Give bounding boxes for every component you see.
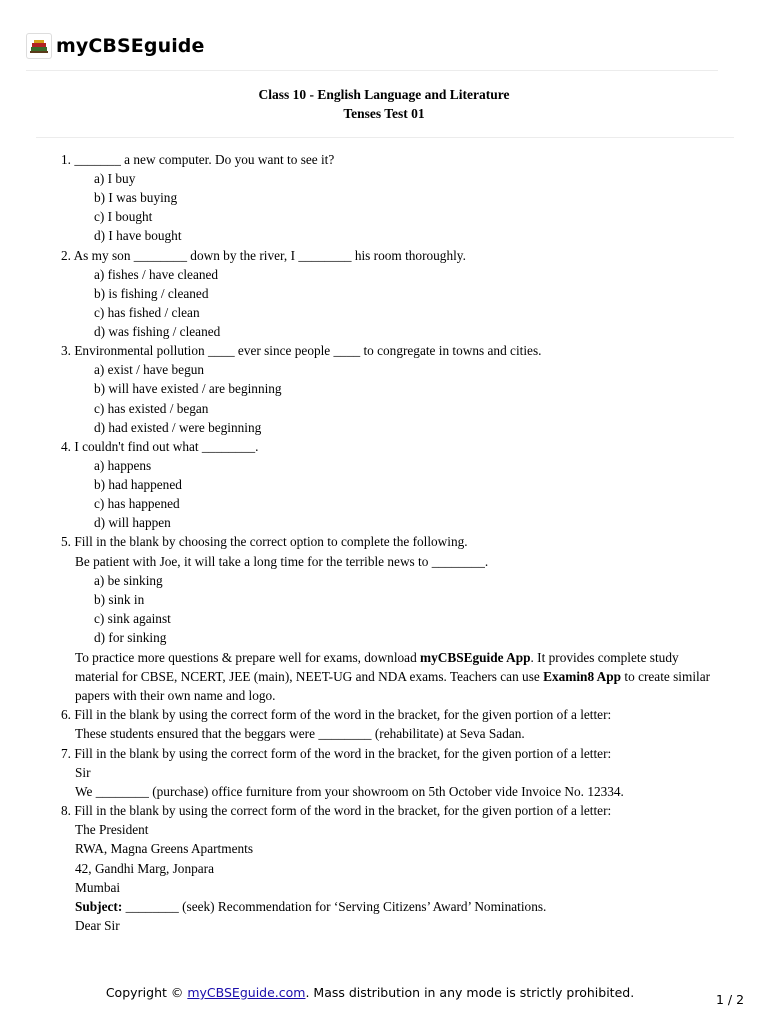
- title-divider: [36, 137, 734, 138]
- question-3: [61, 341, 541, 360]
- question-line: Mumbai: [75, 880, 121, 895]
- question-2: [61, 246, 466, 265]
- question-text: I couldn't find out what ________.: [74, 439, 259, 454]
- question-text: Fill in the blank by using the correct form of the word in the bracket, for the given portion of a letter:: [74, 707, 612, 722]
- site-link[interactable]: myCBSEguide.com: [187, 985, 306, 1000]
- option: b) will have existed / are beginning: [94, 381, 282, 396]
- question-line: Be patient with Joe, it will take a long time for the terrible news to ________.: [75, 554, 489, 569]
- question-line: These students ensured that the beggars were ________ (rehabilitate) at Seva Sadan.: [75, 726, 525, 741]
- document-subtitle: Tenses Test 01: [343, 106, 425, 121]
- question-8: [61, 801, 611, 820]
- brand-name: myCBSEguide: [56, 35, 205, 57]
- question-text: Fill in the blank by choosing the correct option to complete the following.: [74, 534, 468, 549]
- option: b) is fishing / cleaned: [94, 286, 209, 301]
- option: d) for sinking: [94, 630, 167, 645]
- books-logo-icon: [26, 33, 52, 59]
- app-name: Examin8 App: [543, 669, 622, 684]
- option: c) has existed / began: [94, 401, 209, 416]
- option: b) sink in: [94, 592, 145, 607]
- question-line: Sir: [75, 765, 91, 780]
- question-text: Fill in the blank by using the correct form of the word in the bracket, for the given portion of a letter:: [74, 746, 612, 761]
- promo-line-1: To practice more questions & prepare well for exams, download myCBSEguide App. It provides complete study: [75, 650, 679, 665]
- option: d) I have bought: [94, 228, 182, 243]
- promo-line-3: papers with their own name and logo.: [75, 688, 276, 703]
- option: d) had existed / were beginning: [94, 420, 262, 435]
- question-number: 4.: [61, 439, 71, 454]
- question-text: Fill in the blank by using the correct form of the word in the bracket, for the given portion of a letter:: [74, 803, 612, 818]
- option: b) I was buying: [94, 190, 178, 205]
- app-name: myCBSEguide App: [420, 650, 531, 665]
- option: a) be sinking: [94, 573, 163, 588]
- subject-label: Subject:: [75, 899, 123, 914]
- question-line: Subject: ________ (seek) Recommendation for ‘Serving Citizens’ Award’ Nominations.: [75, 899, 547, 914]
- promo-line-2: material for CBSE, NCERT, JEE (main), NEET-UG and NDA exams. Teachers can use Examin8 App to create similar: [75, 669, 711, 684]
- question-1: [61, 150, 334, 169]
- option: a) I buy: [94, 171, 136, 186]
- question-text: _______ a new computer. Do you want to see it?: [74, 152, 335, 167]
- question-number: 1.: [61, 152, 71, 167]
- option: a) fishes / have cleaned: [94, 267, 219, 282]
- copyright-footer: Copyright © myCBSEguide.com. Mass distribution in any mode is strictly prohibited.: [105, 985, 635, 1000]
- option: c) has fished / clean: [94, 305, 200, 320]
- option: c) I bought: [94, 209, 153, 224]
- option: a) happens: [94, 458, 152, 473]
- question-number: 7.: [61, 746, 71, 761]
- option: c) sink against: [94, 611, 171, 626]
- question-7: [61, 744, 611, 763]
- site-header: [26, 30, 205, 62]
- option: c) has happened: [94, 496, 180, 511]
- page-number: 1 / 2: [716, 992, 745, 1007]
- question-6: [61, 705, 611, 724]
- option: d) was fishing / cleaned: [94, 324, 221, 339]
- question-text: As my son ________ down by the river, I ________ his room thoroughly.: [73, 248, 466, 263]
- question-text: Environmental pollution ____ ever since people ____ to congregate in towns and cities.: [74, 343, 542, 358]
- question-number: 8.: [61, 803, 71, 818]
- question-number: 5.: [61, 534, 71, 549]
- option: b) had happened: [94, 477, 182, 492]
- question-line: RWA, Magna Greens Apartments: [75, 841, 253, 856]
- question-4: [61, 437, 258, 456]
- question-line: Dear Sir: [75, 918, 120, 933]
- question-line: We ________ (purchase) office furniture from your showroom on 5th October vide Invoice No. 12334.: [75, 784, 624, 799]
- option: d) will happen: [94, 515, 171, 530]
- header-divider: [26, 70, 718, 71]
- document-title: Class 10 - English Language and Literature: [258, 87, 510, 102]
- question-line: 42, Gandhi Marg, Jonpara: [75, 861, 214, 876]
- question-5: [61, 532, 468, 551]
- question-number: 2.: [61, 248, 71, 263]
- question-number: 3.: [61, 343, 71, 358]
- option: a) exist / have begun: [94, 362, 205, 377]
- question-line: The President: [75, 822, 149, 837]
- question-number: 6.: [61, 707, 71, 722]
